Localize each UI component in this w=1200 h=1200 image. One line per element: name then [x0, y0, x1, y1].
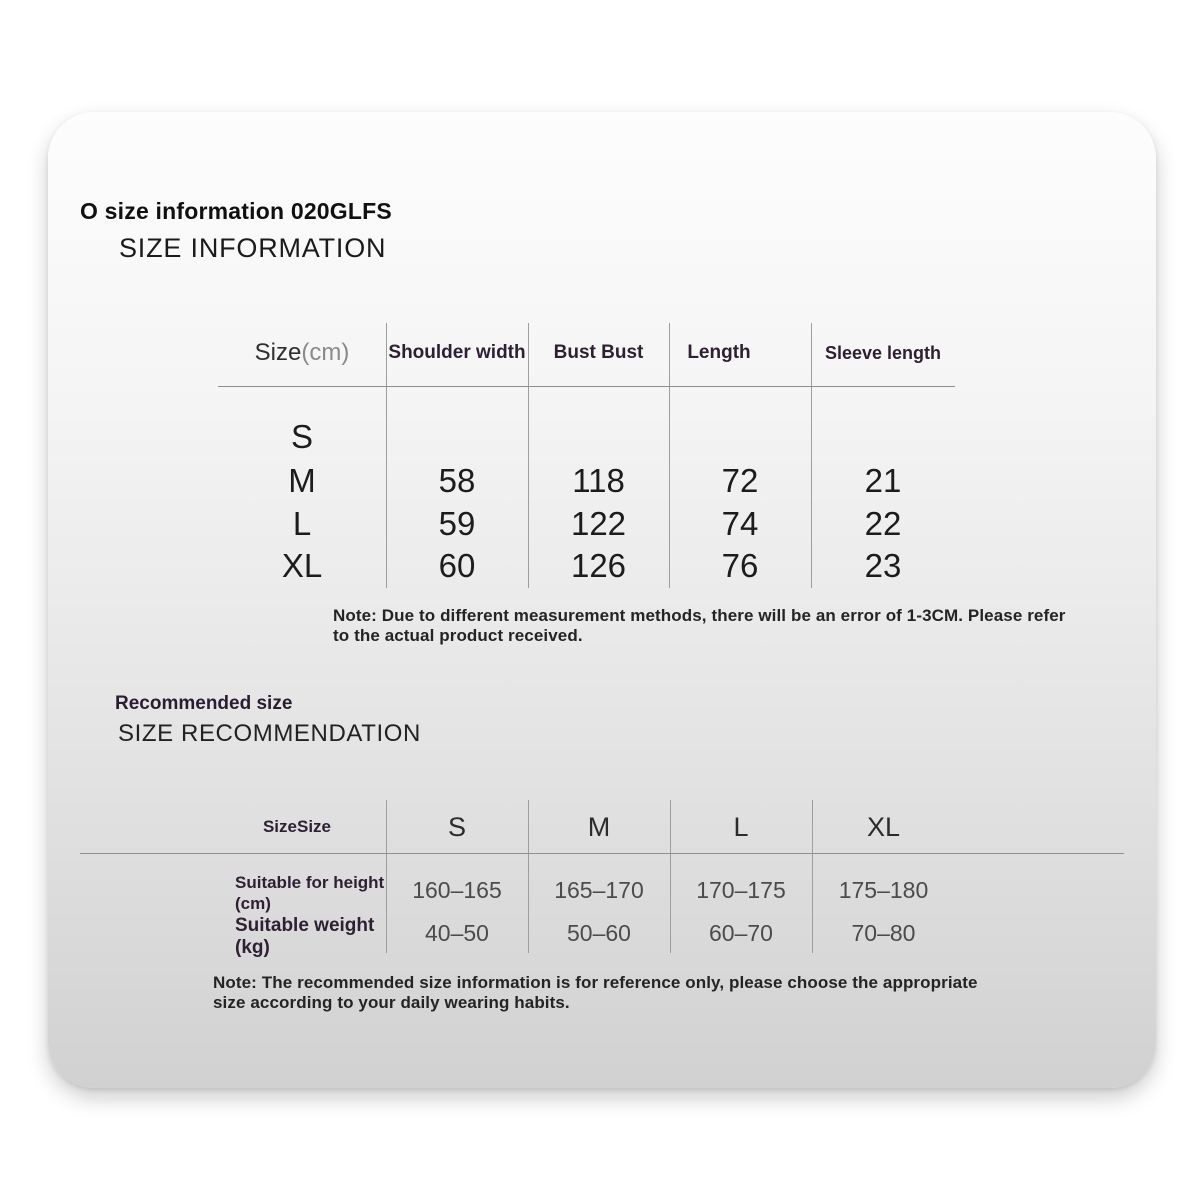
- size-cell: M: [288, 462, 316, 499]
- table2-corner-label: SizeSize: [262, 817, 332, 836]
- table2-header-underline: [80, 853, 1124, 854]
- height-label-text: Suitable for height: [235, 873, 385, 892]
- value-cell: 122: [570, 505, 627, 542]
- value-cell: 21: [864, 462, 902, 499]
- value-cell: 74: [721, 505, 759, 542]
- height-value-cell: 170–175: [696, 877, 786, 903]
- table1-row-xl: [48, 544, 955, 588]
- value-cell: 60: [438, 547, 476, 584]
- table1-column-header-shoulder-width: Shoulder width: [388, 342, 526, 363]
- table1-size-column-header: [218, 323, 386, 383]
- table1-row-l: [48, 502, 955, 546]
- value-cell: 72: [721, 462, 759, 499]
- weight-label-text: Suitable weight: [235, 915, 375, 936]
- value-cell: 126: [570, 547, 627, 584]
- value-cell: [386, 415, 528, 459]
- height-value-cell: 165–170: [554, 877, 644, 903]
- value-cell: 59: [438, 505, 476, 542]
- table1-column-header-bust: Bust Bust: [553, 342, 644, 363]
- weight-label-unit: (kg): [235, 937, 270, 958]
- measurement-note: Note: Due to different measurement methods, there will be an error of 1-3CM. Please refer to the actual product received.: [333, 606, 1066, 645]
- table2-column-header-l: L: [733, 811, 749, 842]
- size-label: Size: [254, 339, 302, 366]
- size-cell: L: [292, 505, 312, 542]
- weight-row-label: [235, 915, 385, 959]
- weight-value-cell: 40–50: [425, 920, 489, 946]
- table1-row-s: [48, 415, 955, 459]
- size-cell: XL: [281, 547, 323, 584]
- value-cell: [528, 415, 669, 459]
- height-row-label: [235, 872, 385, 914]
- value-cell: 118: [572, 462, 625, 499]
- height-value-cell: 175–180: [838, 877, 929, 903]
- table1-header-underline: [218, 386, 955, 387]
- size-info-card: [48, 112, 1156, 1088]
- value-cell: 22: [864, 505, 902, 542]
- value-cell: 23: [864, 547, 902, 584]
- table2-column-header-xl: XL: [866, 811, 901, 842]
- size-unit: (cm): [301, 339, 350, 366]
- recommendation-note: Note: The recommended size information is for reference only, please choose the appropriate size according to your daily wearing habits.: [213, 973, 978, 1012]
- table2-column-header-m: M: [587, 811, 611, 842]
- page-title: O size information 020GLFS: [80, 198, 392, 224]
- value-cell: 58: [438, 462, 476, 499]
- weight-value-cell: 50–60: [567, 920, 631, 946]
- value-cell: [669, 415, 811, 459]
- recommended-size-heading: Recommended size: [115, 693, 293, 714]
- size-cell: S: [290, 418, 313, 455]
- value-cell: [811, 415, 955, 459]
- value-cell: 76: [721, 547, 759, 584]
- table1-column-header-length: Length: [687, 342, 751, 363]
- size-information-heading: SIZE INFORMATION: [119, 233, 387, 263]
- table2-column-header-s: S: [447, 811, 466, 842]
- size-recommendation-heading: SIZE RECOMMENDATION: [118, 720, 421, 747]
- table1-row-m: [48, 459, 955, 503]
- weight-value-cell: 70–80: [851, 920, 916, 946]
- height-value-cell: 160–165: [412, 877, 502, 903]
- weight-value-cell: 60–70: [709, 920, 773, 946]
- table1-column-header-sleeve-length: Sleeve length: [824, 342, 942, 363]
- height-label-unit: (cm): [235, 894, 271, 913]
